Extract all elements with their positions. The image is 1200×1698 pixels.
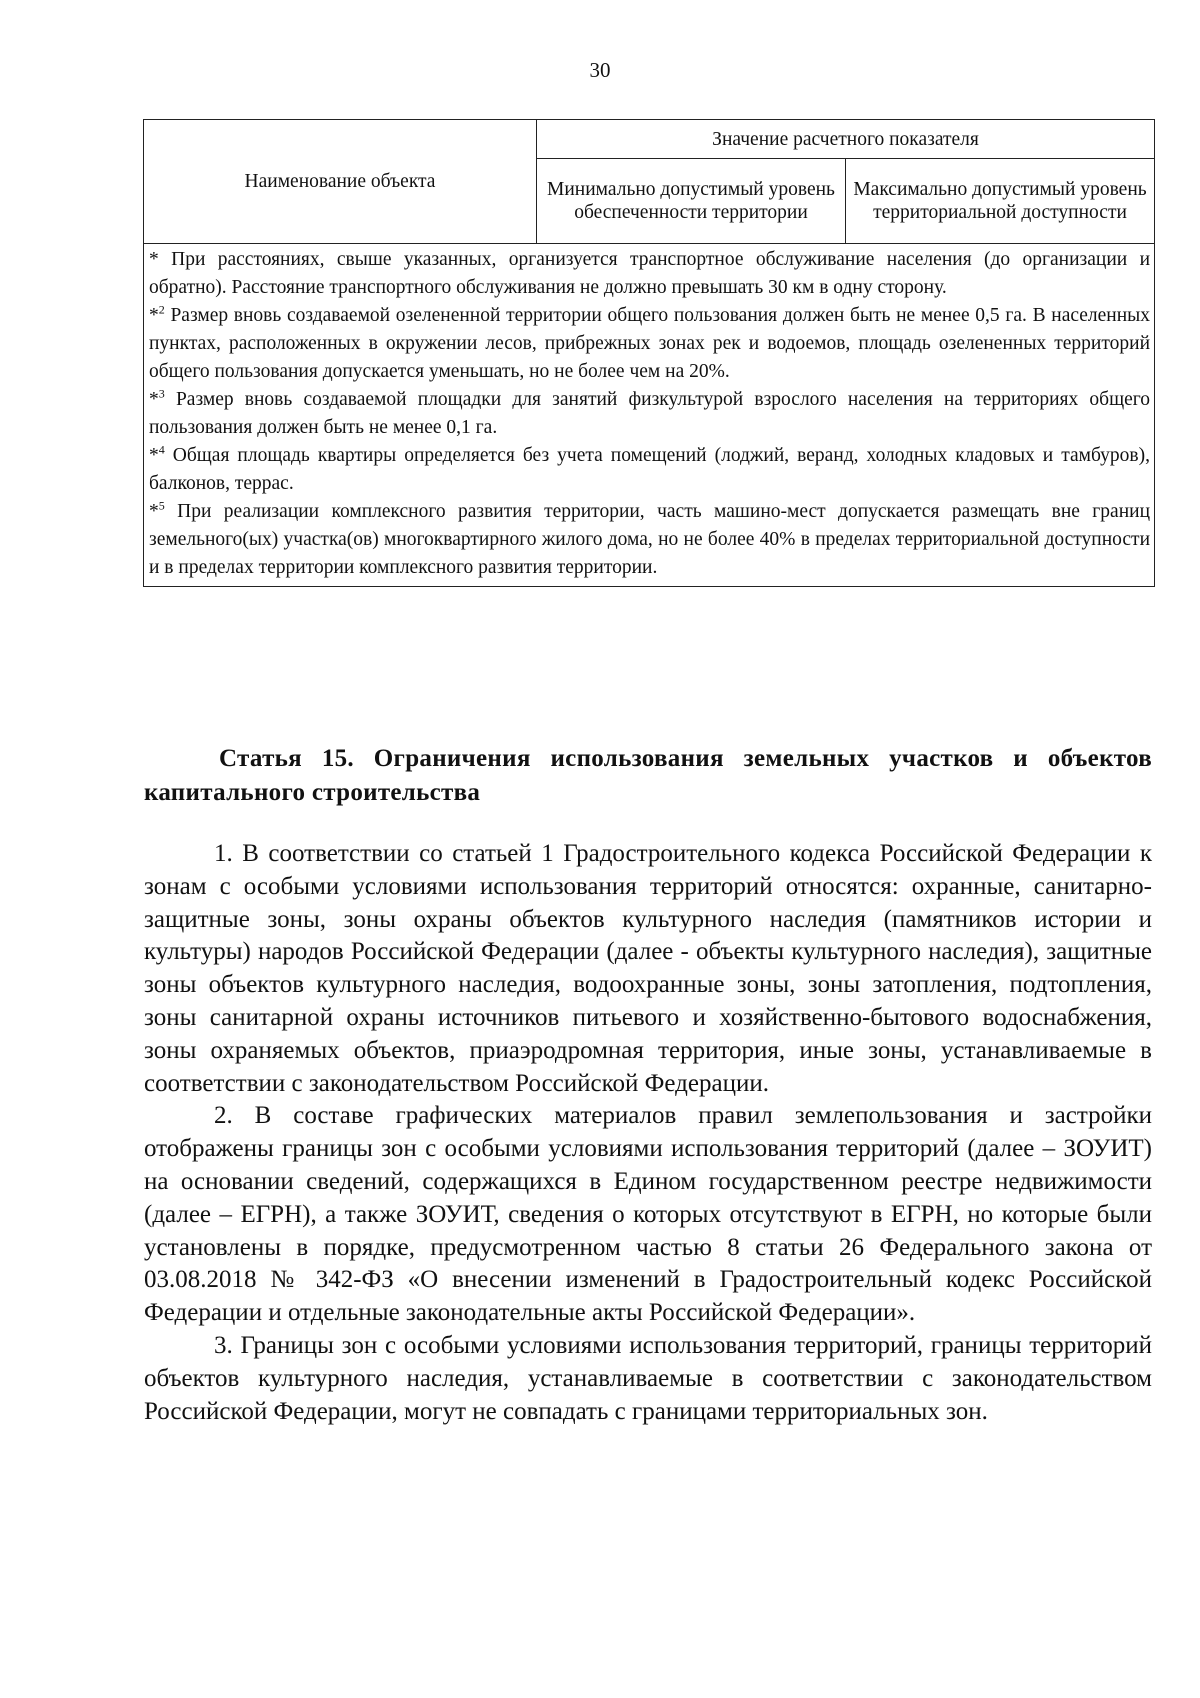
footnote-2 xyxy=(149,302,1150,386)
footnote-marker: * xyxy=(149,305,159,326)
footnote-3 xyxy=(149,386,1150,442)
header-indicator-value: Значение расчетного показателя xyxy=(537,120,1155,159)
paragraph-3: 3. Границы зон с особыми условиями использования территорий, границы территорий объектов культурного наследия, устанавливаемые в соответствии с законодательством Российской Федерации, могут не совпадать с границами территориальных зон. xyxy=(144,1331,1152,1425)
footnote-text: Общая площадь квартиры определяется без учета помещений (лоджий, веранд, холодных кладовых и тамбуров), балконов, террас. xyxy=(149,445,1151,494)
footnote-sup: 5 xyxy=(158,498,165,513)
footnote-text: При реализации комплексного развития территории, часть машино-мест допускается размещать вне границ земельного(ых) участка(ов) многоквартирного жилого дома, но не более 40% в пределах территориальной доступности и в пределах территории комплексного развития территории. xyxy=(149,501,1151,578)
norms-table xyxy=(143,119,1155,587)
footnote-text: При расстояниях, свыше указанных, организуется транспортное обслуживание населения (до организации и обратно). Расстояние транспортного обслуживания не должно превышать 30 км в одну сторону. xyxy=(149,249,1151,298)
page-number: 30 xyxy=(589,58,611,82)
paragraph-1: 1. В соответствии со статьей 1 Градостроительного кодекса Российской Федерации к зонам с особыми условиями использования территорий относятся: охранные, санитарно-защитные зоны, зоны охраны объектов культурного наследия (памятников истории и культуры) народов Российской Федерации (далее - объекты культурного наследия), защитные зоны объектов культурного наследия, водоохранные зоны, зоны затопления, подтопления, зоны санитарной охраны источников питьевого и хозяйственно-бытового водоснабжения, зоны охраняемых объектов, приаэродромная территория, иные зоны, устанавливаемые в соответствии с законодательством Российской Федерации. xyxy=(144,840,1152,1097)
footnote-1 xyxy=(149,246,1150,302)
footnote-marker: * xyxy=(149,389,159,410)
footnote-4 xyxy=(149,442,1150,498)
footnote-marker: * xyxy=(149,501,159,522)
footnote-text: Размер вновь создаваемой площадки для занятий физкультурой взрослого населения на территориях общего пользования должен быть не менее 0,1 га. xyxy=(149,389,1151,438)
header-max-level: Максимально допустимый уровень территориальной доступности xyxy=(846,159,1155,244)
footnote-text: Размер вновь создаваемой озелененной территории общего пользования должен быть не менее 0,5 га. В населенных пунктах, расположенных в окружении лесов, прибрежных зонах рек и водоемов, площадь озелененных территорий общего пользования допускается уменьшать, но не более чем на 20%. xyxy=(149,305,1151,382)
table-notes xyxy=(144,244,1155,587)
footnote-sup: 4 xyxy=(158,442,165,457)
footnote-sup: 3 xyxy=(158,386,165,401)
header-min-level: Минимально допустимый уровень обеспеченности территории xyxy=(537,159,846,244)
footnote-5 xyxy=(149,498,1150,582)
table-notes-row xyxy=(144,244,1155,587)
paragraph-2: 2. В составе графических материалов правил землепользования и застройки отображены границы зон с особыми условиями использования территорий (далее – ЗОУИТ) на основании сведений, содержащихся в Едином государственном реестре недвижимости (далее – ЕГРН), а также ЗОУИТ, сведения о которых отсутствуют в ЕГРН, но которые были установлены в порядке, предусмотренном частью 8 статьи 26 Федерального закона от 03.08.2018 № 342-ФЗ «О внесении изменений в Градостроительный кодекс Российской Федерации и отдельные законодательные акты Российской Федерации». xyxy=(144,1102,1152,1327)
footnote-marker: * xyxy=(149,445,159,466)
article-title: Статья 15. Ограничения использования земельных участков и объектов капитального строительства xyxy=(144,745,1152,806)
footnote-marker: * xyxy=(149,249,159,270)
header-object-name: Наименование объекта xyxy=(144,120,537,244)
footnote-sup: 2 xyxy=(158,302,165,317)
article-body xyxy=(144,838,1152,1428)
table-header-row xyxy=(144,120,1155,159)
